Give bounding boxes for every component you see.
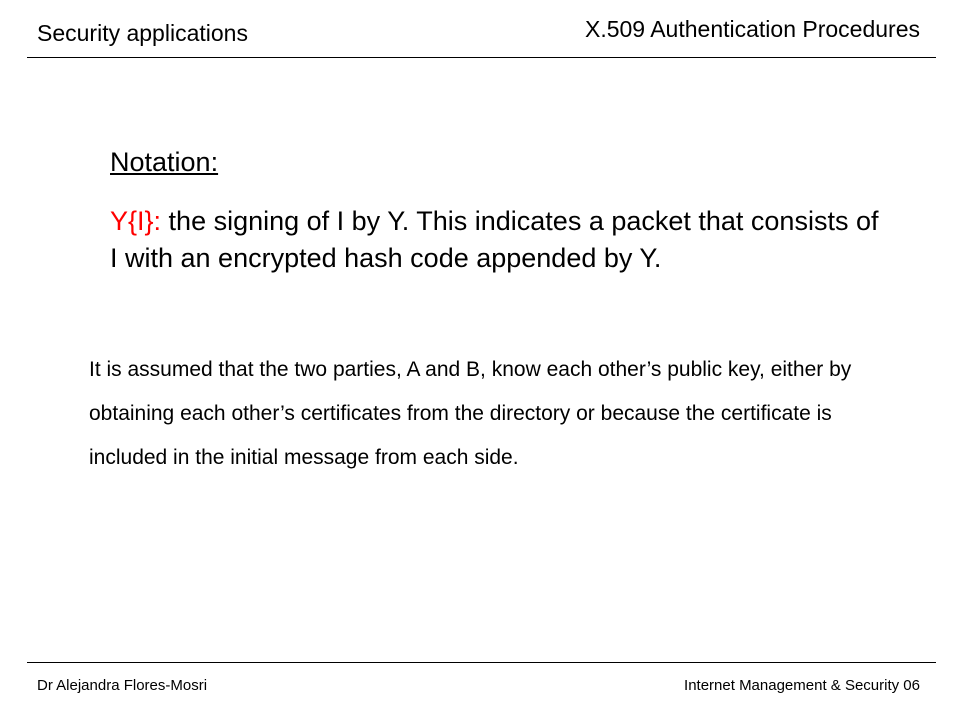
- footer-author: Dr Alejandra Flores-Mosri: [37, 677, 208, 694]
- notation-term: Y{I}:: [110, 206, 162, 236]
- header-section-label: Security applications: [37, 20, 248, 46]
- notation-heading: Notation:: [110, 147, 219, 177]
- footer-course: Internet Management & Security 06: [684, 677, 920, 694]
- assumption-paragraph: It is assumed that the two parties, A and B, know each other’s public key, either by obtaining each other’s certificates from the directory or because the certificate is included in the initial message from each side.: [89, 358, 852, 469]
- footer-divider: [27, 662, 936, 663]
- notation-definition: [110, 203, 890, 277]
- header-divider: [27, 57, 936, 58]
- notation-definition-text: the signing of I by Y. This indicates a packet that consists of I with an encrypted hash code appended by Y.: [110, 206, 879, 273]
- slide-title: X.509 Authentication Procedures: [584, 16, 920, 42]
